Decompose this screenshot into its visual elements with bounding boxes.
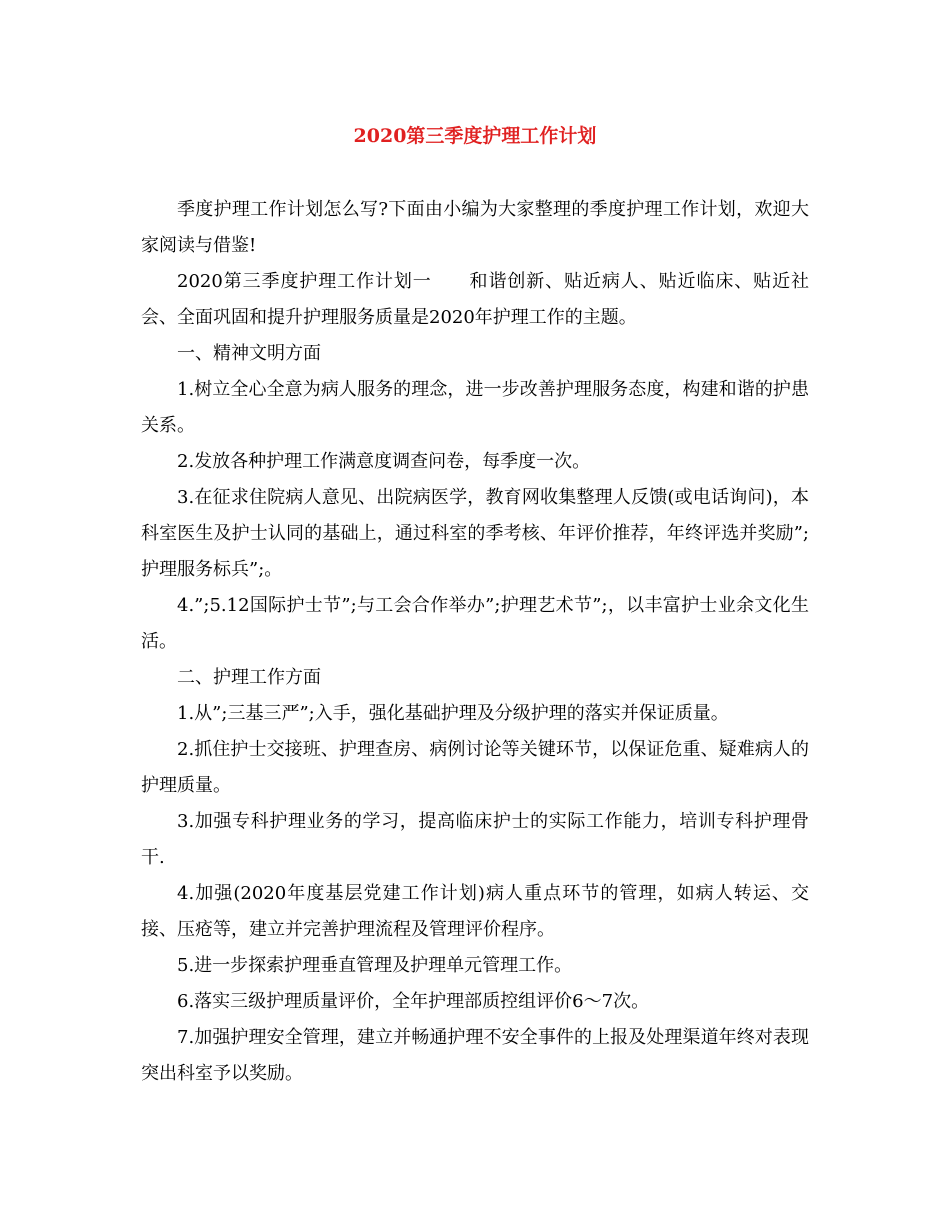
document-body (141, 192, 809, 1092)
paragraph-item: 2.抓住护士交接班、护理查房、病例讨论等关键环节，以保证危重、疑难病人的护理质量。 (141, 739, 809, 796)
paragraph-item: 6.落实三级护理质量评价，全年护理部质控组评价6～7次。 (177, 991, 650, 1012)
paragraph-item: 1.树立全心全意为病人服务的理念，进一步改善护理服务态度，构建和谐的护患关系。 (141, 379, 809, 436)
paragraph-item: 3.加强专科护理业务的学习，提高临床护士的实际工作能力，培训专科护理骨干. (141, 811, 809, 868)
paragraph-intro: 季度护理工作计划怎么写?下面由小编为大家整理的季度护理工作计划，欢迎大家阅读与借鉴! (141, 199, 809, 256)
paragraph-plan-theme: 2020第三季度护理工作计划一 和谐创新、贴近病人、贴近临床、贴近社会、全面巩固和提升护理服务质量是2020年护理工作的主题。 (141, 271, 809, 328)
section-heading-nursing-work: 二、护理工作方面 (177, 667, 321, 688)
paragraph-item: 1.从”;三基三严”;入手，强化基础护理及分级护理的落实并保证质量。 (177, 703, 729, 724)
paragraph-item: 4.”;5.12国际护士节”;与工会合作举办”;护理艺术节”;，以丰富护士业余文化生活。 (141, 595, 809, 652)
paragraph-item: 4.加强(2020年度基层党建工作计划)病人重点环节的管理，如病人转运、交接、压疮等，建立并完善护理流程及管理评价程序。 (141, 883, 809, 940)
paragraph-item: 2.发放各种护理工作满意度调查问卷，每季度一次。 (177, 451, 591, 472)
paragraph-item: 3.在征求住院病人意见、出院病医学，教育网收集整理人反馈(或电话询问)，本科室医生及护士认同的基础上，通过科室的季考核、年评价推荐，年终评选并奖励”;护理服务标兵”;。 (141, 487, 809, 580)
section-heading-civilization: 一、精神文明方面 (177, 343, 321, 364)
paragraph-item: 7.加强护理安全管理，建立并畅通护理不安全事件的上报及处理渠道年终对表现突出科室予以奖励。 (141, 1027, 809, 1084)
document-title: 2020第三季度护理工作计划 (353, 125, 597, 147)
paragraph-item: 5.进一步探索护理垂直管理及护理单元管理工作。 (177, 955, 573, 976)
